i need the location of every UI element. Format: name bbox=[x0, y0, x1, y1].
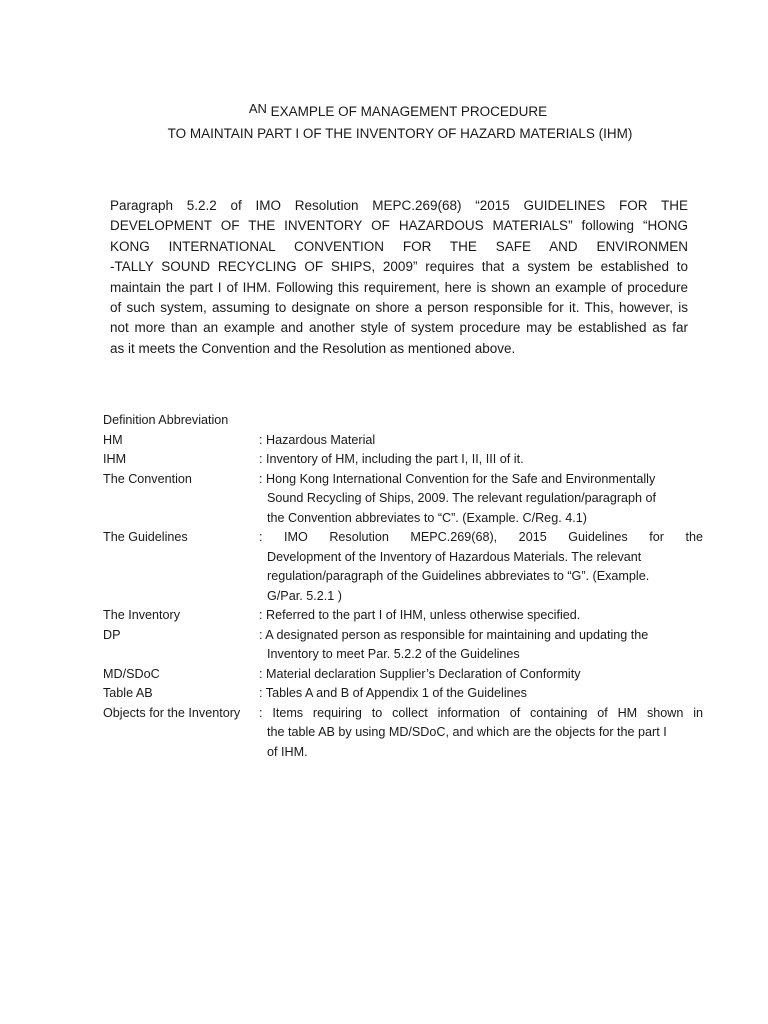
definition-term: HM bbox=[103, 432, 123, 447]
intro-line: as it meets the Convention and the Resolution as mentioned above. bbox=[110, 340, 516, 356]
definition-line: : A designated person as responsible for maintaining and updating the bbox=[259, 627, 649, 642]
definition-row bbox=[103, 431, 703, 451]
definition-row bbox=[103, 626, 703, 665]
definition-row bbox=[103, 665, 703, 685]
definition-term: The Guidelines bbox=[103, 530, 188, 544]
definitions-heading: Definition Abbreviation bbox=[103, 413, 229, 427]
definition-line: : IMO Resolution MEPC.269(68), 2015 Guidelines for the bbox=[259, 530, 703, 544]
definition-description bbox=[259, 626, 703, 665]
intro-line: maintain the part I of IHM. Following this requirement, here is shown an example of procedure bbox=[110, 279, 688, 295]
definition-line: : Material declaration Supplier’s Declaration of Conformity bbox=[259, 666, 581, 681]
definition-description bbox=[259, 606, 703, 626]
definition-row bbox=[103, 450, 703, 470]
intro-line: DEVELOPMENT OF THE INVENTORY OF HAZARDOUS MATERIALS” following “HONG bbox=[110, 218, 688, 234]
definition-description bbox=[259, 431, 703, 451]
definition-line: : Items requiring to collect information of containing of HM shown in bbox=[259, 705, 703, 720]
definition-line: Development of the Inventory of Hazardous Materials. The relevant bbox=[267, 549, 642, 564]
title-prefix: AN bbox=[248, 101, 267, 116]
definition-line: Inventory to meet Par. 5.2.2 of the Guidelines bbox=[267, 647, 520, 661]
definition-line: G/Par. 5.2.1 ) bbox=[267, 588, 342, 603]
definition-description bbox=[259, 470, 703, 529]
definition-description bbox=[259, 704, 703, 763]
definition-line: Sound Recycling of Ships, 2009. The relevant regulation/paragraph of bbox=[267, 491, 657, 505]
definition-term: The Inventory bbox=[103, 608, 181, 622]
intro-line: KONG INTERNATIONAL CONVENTION FOR THE SAFE AND ENVIRONMEN bbox=[110, 238, 688, 254]
definition-description bbox=[259, 684, 703, 704]
intro-paragraph bbox=[110, 196, 688, 359]
definition-line: : Referred to the part I of IHM, unless otherwise specified. bbox=[259, 608, 581, 622]
definition-row bbox=[103, 470, 703, 529]
definition-line: regulation/paragraph of the Guidelines abbreviates to “G”. (Example. bbox=[267, 569, 650, 583]
definition-line: : Inventory of HM, including the part I, II, III of it. bbox=[259, 452, 524, 466]
definitions-list bbox=[103, 411, 703, 762]
definition-term: Table AB bbox=[103, 686, 153, 700]
definition-line: : Hazardous Material bbox=[259, 432, 376, 447]
definition-line: : Tables A and B of Appendix 1 of the Guidelines bbox=[259, 686, 527, 700]
title-rest: EXAMPLE OF MANAGEMENT PROCEDURE bbox=[266, 104, 548, 119]
definition-row bbox=[103, 528, 703, 606]
definition-line: : Hong Kong International Convention for the Safe and Environmentally bbox=[259, 471, 656, 486]
definition-line: of IHM. bbox=[267, 744, 308, 759]
definition-row bbox=[103, 684, 703, 704]
intro-line: not more than an example and another style of system procedure may be established as far bbox=[110, 320, 688, 336]
document-title-line-1 bbox=[14, 101, 768, 119]
definition-row bbox=[103, 704, 703, 763]
definition-description bbox=[259, 528, 703, 606]
definition-row bbox=[103, 606, 703, 626]
definition-line: the Convention abbreviates to “C”. (Example. C/Reg. 4.1) bbox=[267, 510, 587, 525]
intro-line: of such system, assuming to designate on shore a person responsible for it. This, however, is bbox=[110, 299, 688, 315]
definition-line: the table AB by using MD/SDoC, and which are the objects for the part I bbox=[267, 725, 667, 739]
definition-term: IHM bbox=[103, 452, 127, 466]
definition-term: DP bbox=[103, 627, 121, 642]
definition-term: The Convention bbox=[103, 471, 192, 486]
intro-line: Paragraph 5.2.2 of IMO Resolution MEPC.269(68) “2015 GUIDELINES FOR THE bbox=[110, 198, 688, 213]
intro-line: -TALLY SOUND RECYCLING OF SHIPS, 2009” requires that a system be established to bbox=[110, 259, 688, 275]
definition-term: MD/SDoC bbox=[103, 666, 160, 681]
document-title-line-2: TO MAINTAIN PART I OF THE INVENTORY OF HAZARD MATERIALS (IHM) bbox=[167, 126, 633, 141]
definition-description bbox=[259, 450, 703, 470]
definition-term: Objects for the Inventory bbox=[103, 705, 241, 720]
definition-description bbox=[259, 665, 703, 685]
